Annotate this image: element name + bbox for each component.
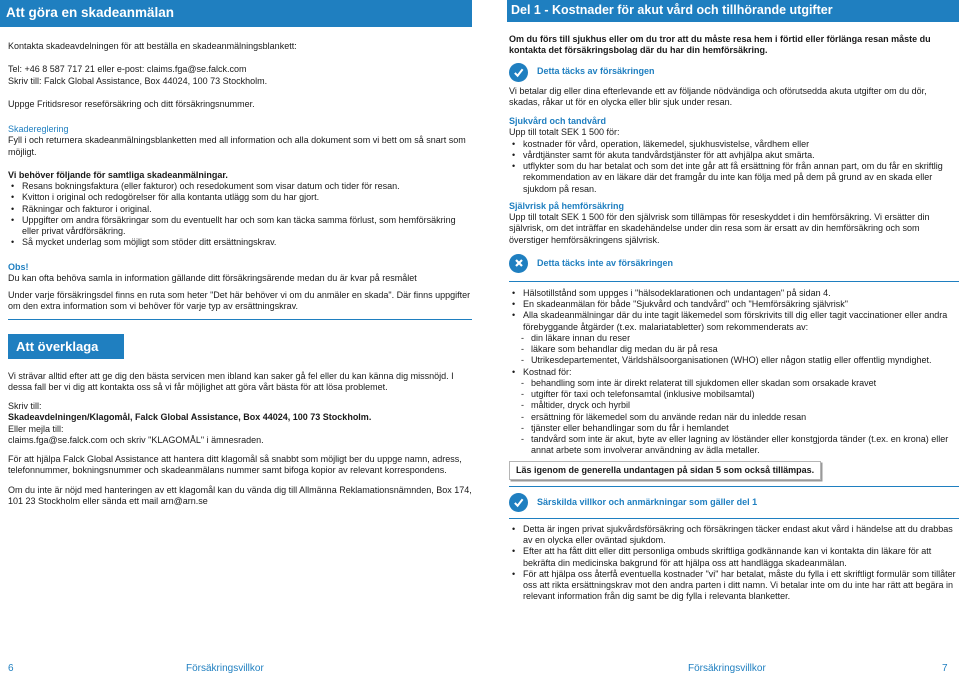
tel-line: Tel: +46 8 587 717 21 eller e-post: claims.fga@se.falck.com [8,64,247,75]
special-item: • Detta är ingen privat sjukvårdsförsäkring och försäkringen täcker endast akut vård i händelse att du drabbas av en olycka eller oväntad sjukdom. [509,524,959,547]
need-item: • Resans bokningsfaktura (eller fakturor) och resedokument som visar datum och tider för resan. [8,181,472,192]
special-heading-row [509,493,959,512]
recommender-item: - din läkare innan du reser [509,333,959,344]
not-covered-heading: Detta täcks inte av försäkringen [537,257,674,268]
or-mail: Eller mejla till: [8,423,64,434]
footer-title-right: Försäkringsvillkor [688,663,766,674]
left-column [0,0,478,507]
general-note-wrap [509,461,959,480]
appeal-title: Att överklaga [8,334,124,359]
covered-heading-row [509,63,959,82]
part1-section [507,22,959,603]
right-column [507,0,959,603]
special-item: • Efter att ha fått ditt eller ditt personliga ombuds skriftliga godkännande kan vi kontakta din läkare för att bekräfta din medicinska bakgrund för att hjälpa oss att handlägga skadeanmälan. [509,546,959,569]
ref-line: Uppge Fritidsresor reseförsäkring och ditt försäkringsnummer. [8,98,255,109]
special-item: • För att hjälpa oss återfå eventuella kostnader "vi" har betalat, måste du fylla i ett skriftligt formulär som tillåter oss att rikta ersättningskrav mot den andra parten i ditt namn. Vi betalar inte om du inte har rätt att begära in relevant information från dig samt be dig fylla i relevanta blanketter. [509,569,959,603]
not-covered-item: • Alla skadeanmälningar där du inte tagit läkemedel som förskrivits till dig eller tagit vaccinationer eller andra förebyggande åtgärder (t.ex. malariatabletter) som rekommenderats av: [509,310,959,333]
need-item: • Räkningar och fakturor i original. [8,204,472,215]
appeal-p3: Om du inte är nöjd med hanteringen av ett klagomål kan du vända dig till Allmänna Reklamationsnämnden, Box 174, 101 23 Stockholm eller sända ett mail arn@arn.se [8,484,472,506]
claim-section [0,27,478,319]
appeal-p1: Vi strävar alltid efter att ge dig den bästa servicen men ibland kan saker gå fel eller du kan känna dig missnöjd. I dessa fall ber vi dig att kontakta oss så vi får möjlighet att göra vårt bästa för att lösa problemet. [8,370,454,392]
need-item: • Uppgifter om andra försäkringar som du eventuellt har och som kan täcka samma förlust, som hemförsäkring eller privat vårdförsäkring. [8,215,472,238]
page-number-right: 7 [942,663,948,674]
check-icon [509,63,528,82]
undersigned-text: Under varje försäkringsdel finns en ruta som heter "Det här behöver vi om du anmäler en skada". Där finns uppgifter om den extra information som vi behöver för varje typ av ersättningskrav. [8,290,471,312]
divider [509,281,959,282]
covered-heading: Detta täcks av försäkringen [537,66,655,77]
appeal-section [0,359,478,508]
cost-item: - ersättning för läkemedel som du använde redan när du inledde resan [509,412,959,423]
settle-heading: Skadereglering [8,124,69,134]
cost-item: - utgifter för taxi och telefonsamtal (inklusive mobilsamtal) [509,389,959,400]
recommender-item: - läkare som behandlar dig medan du är på resa [509,344,959,355]
divider [509,518,959,519]
care-item: • utflykter som du har betalat och som det inte går att få ersättning för från annan part, om du får en skriftlig rekommendation av en läkare där det framgår du inte kan följa med på dem på grund av en skada eller sjukdom på resan. [509,161,959,195]
contact-line: Kontakta skadeavdelningen för att beställa en skadeanmälningsblankett: [8,41,297,51]
special-heading: Särskilda villkor och anmärkningar som gäller del 1 [537,496,758,507]
write-address: Skadeavdelningen/Klagomål, Falck Global Assistance, Box 44024, 100 73 Stockholm. [8,412,372,423]
x-icon [509,254,528,273]
general-note: Läs igenom de generella undantagen på sidan 5 som också tillämpas. [509,461,821,480]
self-risk-heading: Självrisk på hemförsäkring [509,200,625,211]
settle-text: Fyll i och returnera skadeanmälningsblanketten med all information och alla dokument som vi bett om så snart som möjligt. [8,135,466,157]
mail-address: claims.fga@se.falck.com och skriv "KLAGOMÅL" i ämnesraden. [8,434,264,445]
left-title: Att göra en skadeanmälan [0,0,472,27]
mail-line: Skriv till: Falck Global Assistance, Box 44024, 100 73 Stockholm. [8,75,268,86]
cost-item: - tjänster eller behandlingar som du får i hemlandet [509,423,959,434]
care-heading: Sjukvård och tandvård [509,116,607,126]
obs-heading: Obs! [8,261,29,272]
care-text: Upp till totalt SEK 1 500 för: [509,127,620,138]
intro-text: Om du förs till sjukhus eller om du tror att du måste resa hem i förtid eller förlänga resan måste du kontakta det försäkringsbolag där du har din hemförsäkring. [509,34,931,56]
need-item: • Kvitton i original och redogörelser för alla kontanta utlägg som du har gjort. [8,192,472,203]
cost-item: - måltider, dryck och hyrbil [509,400,959,411]
write-to: Skriv till: [8,401,42,411]
cost-label: • Kostnad för: [509,367,959,378]
need-item: • Så mycket underlag som möjligt som stöder ditt ersättningskrav. [8,237,472,248]
not-covered-item: • En skadeanmälan för både "Sjukvård och tandvård" och "Hemförsäkring självrisk" [509,299,959,310]
page-number-left: 6 [8,663,14,674]
obs-text: Du kan ofta behöva samla in information gällande ditt försäkringsärende medan du är kvar på resmålet [8,272,417,283]
appeal-p2: För att hjälpa Falck Global Assistance att hantera ditt klagomål så snabbt som möjligt ber du uppge namn, adress, telefonnummer, bokningsnummer och skadeanmälans nummer samt bifoga kopior av relevant korrespondens. [8,454,462,476]
cost-item: - tandvård som inte är akut, byte av eller lagning av löständer eller konstgjorda tänder (t.ex. en krona) eller annat arbete som involverar användning av ädla metaller. [509,434,959,457]
not-covered-item: • Hälsotillstånd som uppges i "hälsodeklarationen och undantagen" på sidan 4. [509,288,959,299]
care-item: • vårdtjänster samt för akuta tandvårdstjänster för att avhjälpa akut smärta. [509,150,959,161]
cost-item: - behandling som inte är direkt relaterat till sjukdomen eller skadan som orsakade kravet [509,378,959,389]
not-covered-heading-row [509,254,959,273]
covered-text: Vi betalar dig eller dina efterlevande ett av följande nödvändiga och oförutsedda akuta utgifter om du dör, skadas, råkar ut för en olycka eller blir sjuk under resan. [509,85,927,107]
divider [8,319,472,320]
right-title: Del 1 - Kostnader för akut vård och tillhörande utgifter [507,0,959,22]
care-item: • kostnader för vård, operation, läkemedel, sjukhusvistelse, vårdhem eller [509,139,959,150]
need-heading: Vi behöver följande för samtliga skadeanmälningar. [8,169,228,180]
recommender-item: - Utrikesdepartementet, Världshälsoorganisationen (WHO) eller någon statlig eller offentlig myndighet. [509,355,959,366]
divider [509,486,959,487]
self-risk-text: Upp till totalt SEK 1 500 för den självrisk som tillämpas för reseskyddet i din hemförsäkring. Vi ersätter din självrisk, om det inträffar en skadehändelse under din resa som är ersatt av din hemförsäkring och som överstiger hemförsäkringens självrisk. [509,212,930,245]
check-icon [509,493,528,512]
footer-title-left: Försäkringsvillkor [186,663,264,674]
